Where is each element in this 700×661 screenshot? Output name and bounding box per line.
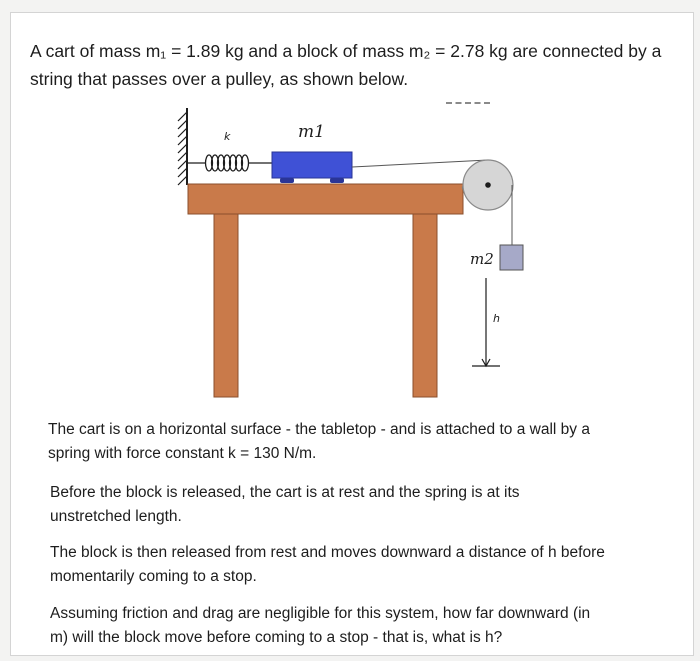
para1-line-2: spring with force constant k = 130 N/m. — [48, 445, 317, 462]
label-m1: m1 — [298, 122, 325, 142]
label-h: h — [493, 312, 500, 325]
spring — [187, 155, 272, 171]
table-leg-left — [214, 214, 238, 397]
paragraph-surface — [48, 418, 678, 466]
para1-line-1: The cart is on a horizontal surface - the tabletop - and is attached to a wall by a — [48, 421, 590, 438]
label-k: k — [224, 130, 231, 143]
pulley — [462, 160, 513, 210]
string-horizontal — [352, 160, 488, 167]
para3-line-1: The block is then released from rest and moves downward a distance of h before — [50, 544, 605, 561]
intro-line-1: A cart of mass m₁ = 1.89 kg and a block of mass m₂ = 2.78 kg are connected by a — [30, 41, 662, 61]
cart-m1 — [272, 152, 352, 183]
para4-line-2: m) will the block move before coming to a stop - that is, what is h? — [50, 629, 503, 646]
block-m2 — [500, 245, 523, 270]
label-m2: m2 — [470, 250, 494, 268]
paragraph-initial-state — [50, 481, 680, 529]
para4-line-1: Assuming friction and drag are negligible for this system, how far downward (in — [50, 605, 591, 622]
para3-line-2: momentarily coming to a stop. — [50, 568, 257, 585]
para2-line-1: Before the block is released, the cart is at rest and the spring is at its — [50, 484, 520, 501]
table-top — [188, 184, 463, 214]
para2-line-2: unstretched length. — [50, 508, 182, 525]
intro-line-2: string that passes over a pulley, as shown below. — [30, 69, 409, 89]
paragraph-question — [50, 602, 680, 650]
paragraph-release — [50, 541, 680, 589]
wall — [178, 108, 187, 185]
table-leg-right — [413, 214, 437, 397]
